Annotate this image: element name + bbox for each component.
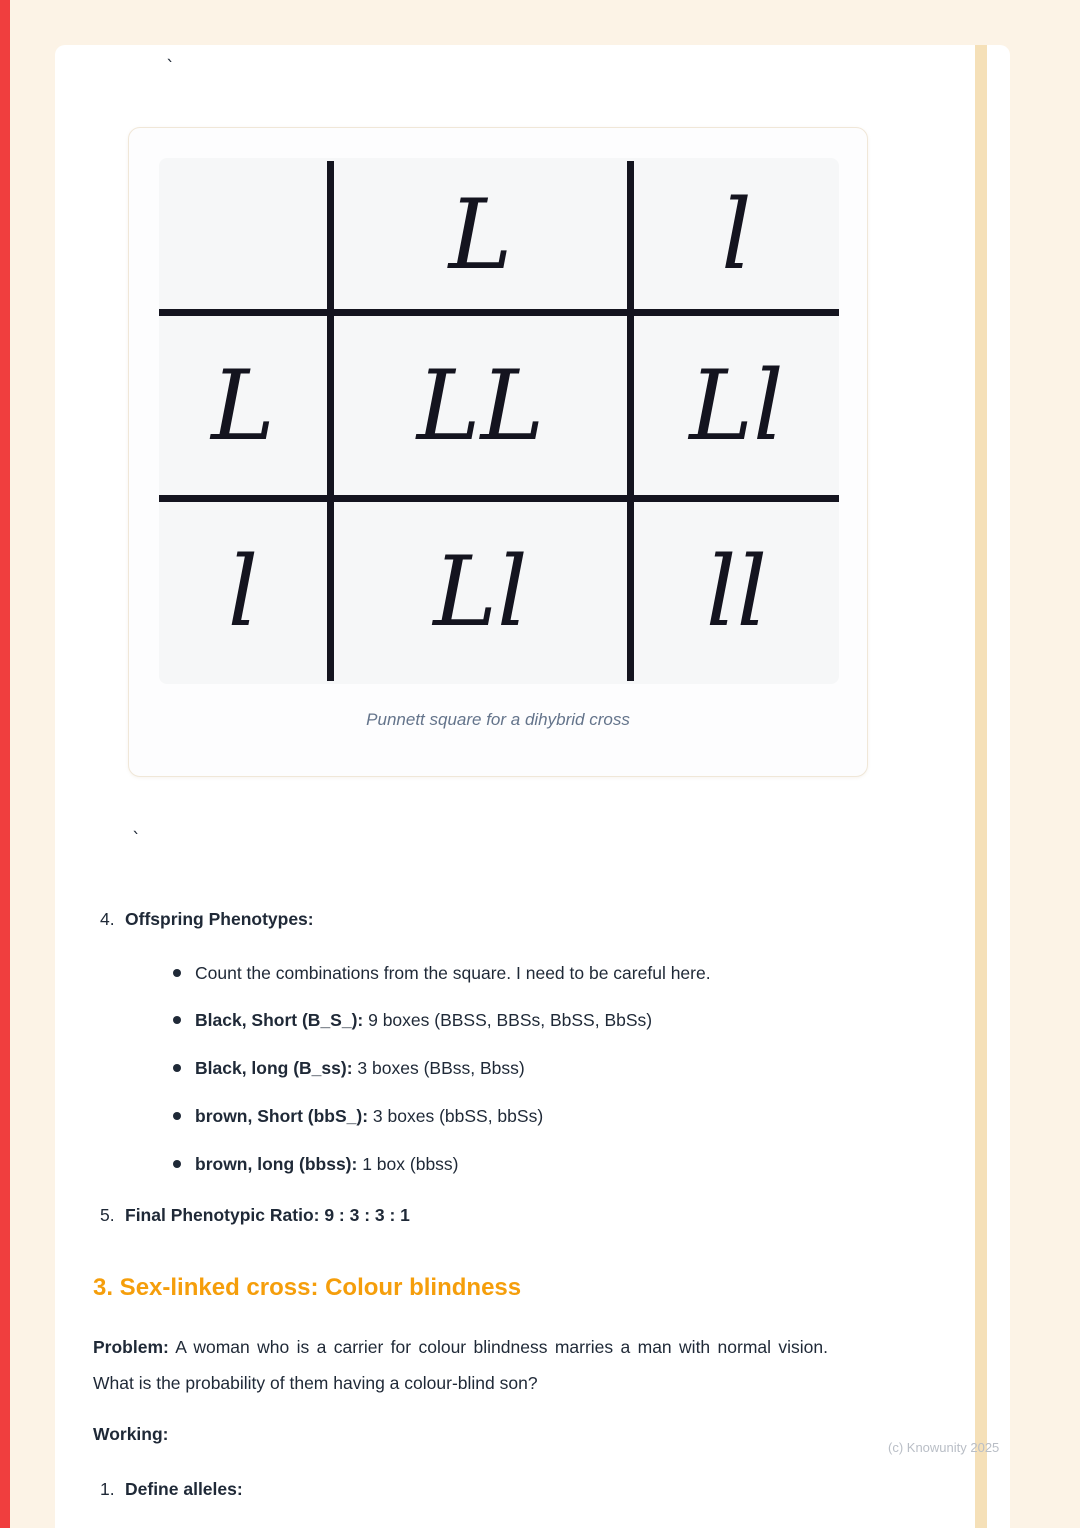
punnett-row-header-1: L (159, 309, 327, 495)
step-1-number: 1. (100, 1478, 115, 1499)
bullet-dot-icon (173, 1112, 181, 1120)
bullet-regular-text: 3 boxes (BBss, Bbss) (352, 1058, 525, 1078)
list-item-5-text: Final Phenotypic Ratio: 9 : 3 : 3 : 1 (125, 1205, 410, 1226)
list-item (173, 1105, 835, 1128)
working-label-line (93, 1424, 835, 1445)
phenotype-bullet-list (173, 962, 835, 1176)
punnett-cell-1-1: LL (327, 309, 627, 495)
working-label: Working: (93, 1423, 169, 1444)
notes-content (93, 907, 835, 1501)
stray-backtick-top: ` (165, 57, 176, 78)
bullet-regular-text: 3 boxes (bbSS, bbSs) (368, 1105, 544, 1126)
list-item-5 (93, 1203, 835, 1228)
bullet-regular-text: Count the combinations from the square. I need to be careful here. (195, 962, 711, 983)
content-card (55, 45, 1010, 1528)
problem-paragraph (93, 1330, 828, 1402)
bullet-dot-icon (173, 1016, 181, 1024)
right-accent-stripe (975, 45, 987, 1528)
list-item (173, 962, 835, 985)
bullet-text (195, 1153, 459, 1176)
punnett-figure-card (128, 127, 868, 777)
bullet-bold-text: Black, Short (B_S_): (195, 1010, 364, 1031)
punnett-square-image (159, 158, 839, 684)
bullet-dot-icon (173, 1064, 181, 1072)
punnett-cell-2-1: Ll (327, 495, 627, 681)
problem-text: A woman who is a carrier for colour blindness marries a man with normal vision. What is the probability of them having a colour-blind son? (93, 1336, 828, 1393)
bullet-text (195, 962, 711, 985)
punnett-cell-2-2: ll (627, 495, 839, 681)
punnett-col-header-2: l (627, 161, 839, 309)
list-item-4 (93, 907, 835, 932)
bullet-regular-text: 1 box (bbss) (357, 1153, 459, 1174)
bullet-bold-text: brown, long (bbss): (195, 1153, 358, 1174)
list-item (173, 1153, 835, 1176)
punnett-corner-cell (159, 161, 327, 309)
list-item (173, 1009, 835, 1032)
punnett-col-header-1: L (327, 161, 627, 309)
watermark: (c) Knowunity 2025 (888, 1440, 1000, 1455)
bullet-text (195, 1009, 652, 1032)
list-item-4-title: Offspring Phenotypes: (125, 909, 314, 929)
list-item (173, 1057, 835, 1080)
punnett-grid (159, 161, 839, 681)
step-1 (93, 1477, 835, 1502)
left-accent-stripe (0, 0, 10, 1528)
stray-backtick-mid: ` (131, 829, 142, 850)
list-item-5-number: 5. (100, 1205, 115, 1226)
bullet-dot-icon (173, 969, 181, 977)
punnett-row-header-2: l (159, 495, 327, 681)
punnett-cell-1-2: Ll (627, 309, 839, 495)
list-item-4-number: 4. (100, 909, 115, 929)
bullet-text (195, 1105, 543, 1128)
section-heading: 3. Sex-linked cross: Colour blindness (93, 1273, 522, 1301)
bullet-bold-text: Black, long (B_ss): (195, 1058, 353, 1078)
problem-label: Problem: (93, 1336, 169, 1357)
bullet-text (195, 1057, 525, 1080)
step-1-label: Define alleles: (125, 1478, 243, 1499)
bullet-dot-icon (173, 1160, 181, 1168)
bullet-bold-text: brown, Short (bbS_): (195, 1105, 369, 1126)
figure-caption: Punnett square for a dihybrid cross (366, 710, 630, 729)
bullet-regular-text: 9 boxes (BBSS, BBSs, BbSS, BbSs) (363, 1010, 653, 1031)
